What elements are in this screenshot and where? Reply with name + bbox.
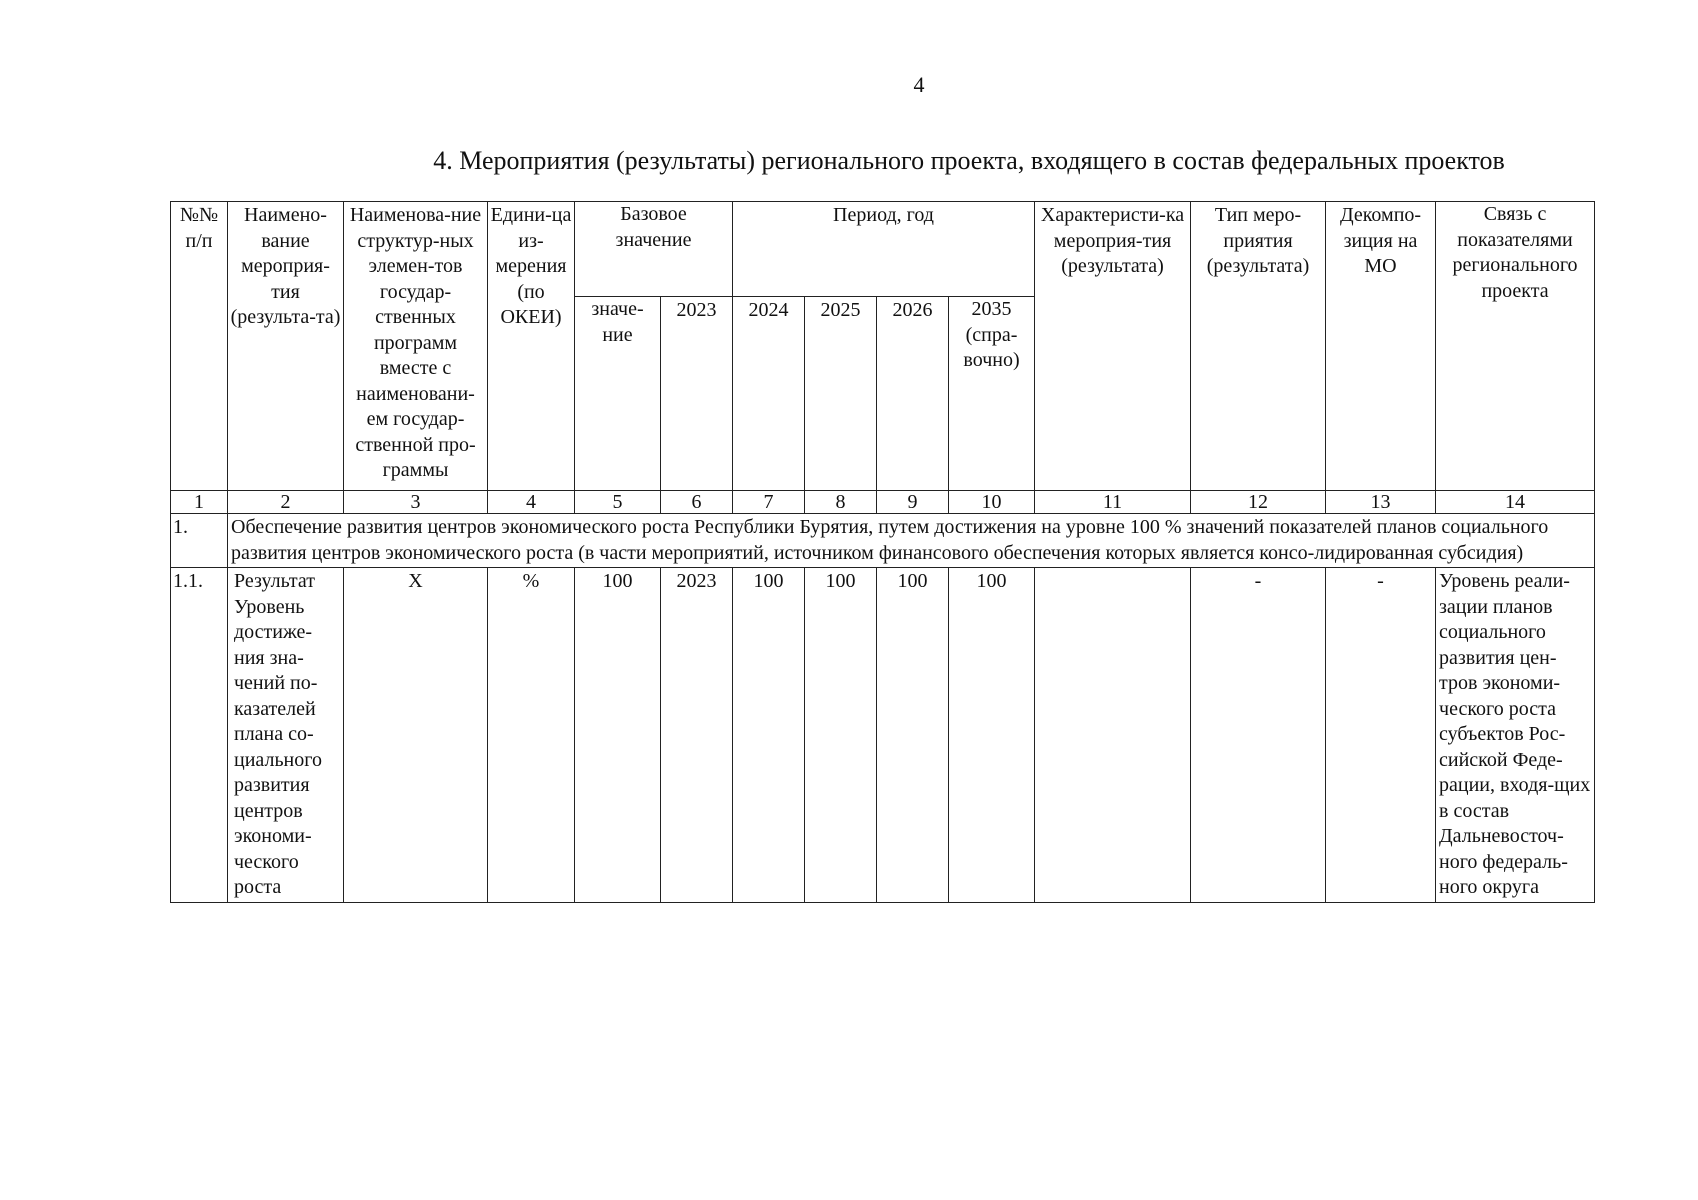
row-unit: % [488,568,575,903]
section-text: Обеспечение развития центров экономического роста Республики Бурятия, путем достижения на уровне 100 % значений показателей планов социального развития центров экономического роста (в части мероприятий, источником финансового обеспечения которых является консо-лидированная субсидия) [228,514,1595,568]
row-type: - [1191,568,1326,903]
column-number: 11 [1035,491,1191,514]
header-unit: Едини-ца из-мерения (по ОКЕИ) [488,202,575,491]
section-number: 1. [171,514,228,568]
page-title: 4. Мероприятия (результаты) регионального проекта, входящего в состав федеральных проектов [433,146,1505,175]
header-decomposition: Декомпо-зиция на МО [1326,202,1436,491]
header-period-group: Период, год [733,202,1035,297]
column-number: 8 [805,491,877,514]
column-number: 12 [1191,491,1326,514]
column-numbers-row [171,491,1595,514]
header-base-year: 2023 [661,297,733,491]
column-number: 14 [1436,491,1595,514]
row-base-year: 2023 [661,568,733,903]
row-characteristic [1035,568,1191,903]
header-structural-elements: Наименова-ние структур-ных элемен-тов государ-ственных программ вместе с наименовани-ем государ-ственной про-граммы [344,202,488,491]
column-number: 6 [661,491,733,514]
column-number: 5 [575,491,661,514]
column-number: 2 [228,491,344,514]
column-number: 7 [733,491,805,514]
header-link: Связь с показателями регионального проекта [1436,202,1595,491]
header-number: №№ п/п [171,202,228,491]
header-year-2035: 2035 (спра-вочно) [949,297,1035,491]
header-event-name: Наимено-вание мероприя-тия (результа-та) [228,202,344,491]
row-value-2026: 100 [877,568,949,903]
header-base-group: Базовое значение [575,202,733,297]
header-characteristic: Характеристи-ка мероприя-тия (результата) [1035,202,1191,491]
column-number: 4 [488,491,575,514]
header-base-value: значе-ние [575,297,661,491]
column-number: 10 [949,491,1035,514]
row-value-2035: 100 [949,568,1035,903]
table-row [171,568,1595,903]
row-number: 1.1. [171,568,228,903]
row-structural-elements: Х [344,568,488,903]
page-number: 4 [913,72,925,97]
column-number: 13 [1326,491,1436,514]
row-indicator-link: Уровень реали-зации планов социального развития цен-тров экономи-ческого роста субъектов Рос-сийской Феде-рации, входя-щих в состав Дальневосточ-ного федераль-ного округа [1436,568,1595,903]
row-event-name: Результат Уровень достиже-ния зна-чений по-казателей плана со-циального развития центров экономи-ческого роста [228,568,344,903]
row-base-value: 100 [575,568,661,903]
row-decomposition: - [1326,568,1436,903]
header-year-2024: 2024 [733,297,805,491]
section-row [171,514,1595,568]
header-type: Тип меро-приятия (результата) [1191,202,1326,491]
header-year-2025: 2025 [805,297,877,491]
header-year-2026: 2026 [877,297,949,491]
events-table [170,201,1595,903]
column-number: 3 [344,491,488,514]
row-value-2024: 100 [733,568,805,903]
header-row-top [171,202,1595,297]
row-value-2025: 100 [805,568,877,903]
column-number: 9 [877,491,949,514]
column-number: 1 [171,491,228,514]
